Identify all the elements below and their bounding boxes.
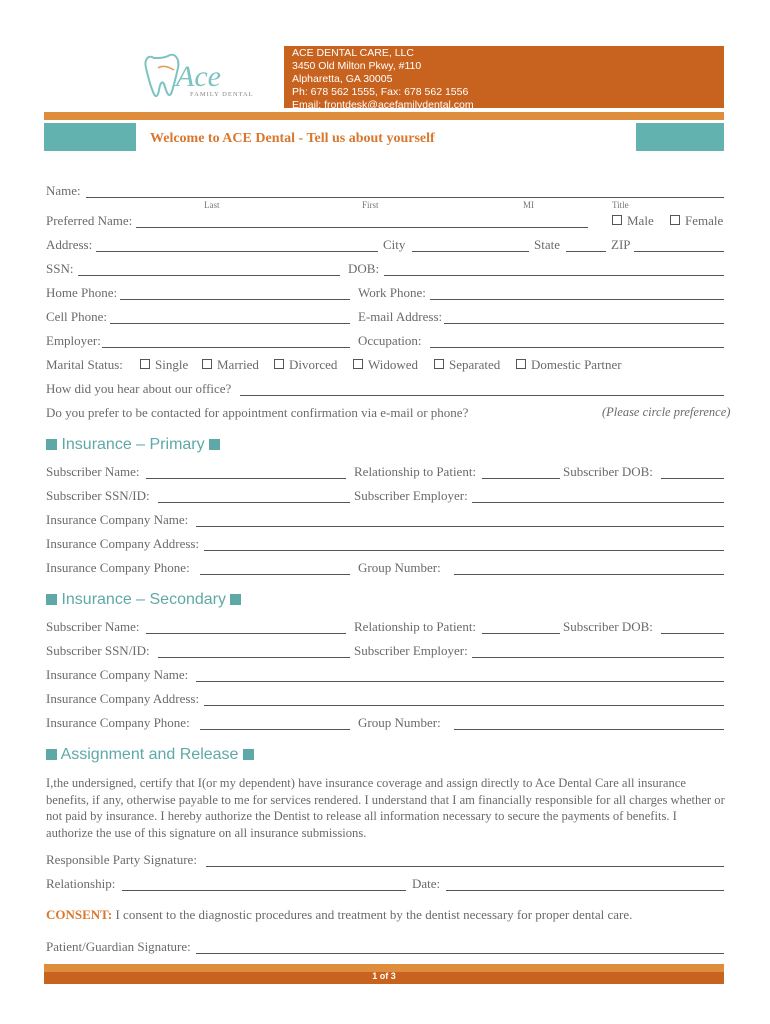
hear-row: How did you hear about our office? [46, 381, 724, 399]
welcome-title: Welcome to ACE Dental - Tell us about yourself [150, 131, 435, 146]
name-row: Name: Last First MI Title [46, 183, 724, 201]
contact-block [292, 47, 474, 112]
square-bullet-icon [46, 594, 57, 605]
svg-text:FAMILY DENTAL: FAMILY DENTAL [190, 91, 254, 98]
divorced-checkbox[interactable]: Divorced [274, 357, 337, 373]
preferred-name-field[interactable] [136, 213, 588, 228]
contact-email: Email: frontdesk@acefamilydental.com [292, 99, 474, 111]
secondary-company-address-field[interactable] [204, 691, 724, 706]
state-field[interactable] [566, 237, 606, 252]
primary-relationship-field[interactable] [482, 464, 560, 479]
svg-text:Ace: Ace [176, 60, 221, 93]
cell-row: Cell Phone: E-mail Address: [46, 309, 724, 327]
resp-sig-row: Responsible Party Signature: [46, 852, 724, 870]
secondary-relationship-field[interactable] [482, 619, 560, 634]
primary-subscriber-dob-field[interactable] [661, 464, 724, 479]
primary-group-number-field[interactable] [454, 560, 724, 575]
primary-ssn-field[interactable] [158, 488, 350, 503]
patient-signature-field[interactable] [196, 939, 724, 954]
consent-text: I consent to the diagnostic procedures and treatment by the dentist necessary for proper dental care. [112, 907, 633, 922]
responsible-party-signature-field[interactable] [206, 852, 724, 867]
teal-block-right [636, 123, 724, 151]
preferred-row: Preferred Name: Male Female [46, 213, 724, 228]
insurance-primary-heading: Insurance – Primary [46, 436, 220, 454]
primary-ssn-row: Subscriber SSN/ID: Subscriber Employer: [46, 488, 724, 506]
square-bullet-icon [243, 749, 254, 760]
date-field[interactable] [446, 876, 724, 891]
patient-sig-row: Patient/Guardian Signature: [46, 939, 724, 957]
secondary-co-name-row: Insurance Company Name: [46, 667, 724, 685]
occupation-field[interactable] [430, 333, 724, 348]
zip-field[interactable] [634, 237, 724, 252]
secondary-group-number-field[interactable] [454, 715, 724, 730]
square-bullet-icon [230, 594, 241, 605]
contact-phone: Ph: 678 562 1555, Fax: 678 562 1556 [292, 86, 469, 98]
address-row: Address: City State ZIP [46, 237, 724, 255]
work-phone-field[interactable] [430, 285, 724, 300]
ssn-row: SSN: DOB: [46, 261, 724, 279]
contact-pref-row: Do you prefer to be contacted for appointment confirmation via e-mail or phone? (Please circle preference) [46, 405, 731, 420]
secondary-company-name-field[interactable] [196, 667, 724, 682]
secondary-ssn-field[interactable] [158, 643, 350, 658]
relationship-date-row: Relationship: Date: [46, 876, 724, 894]
secondary-company-phone-field[interactable] [200, 715, 350, 730]
marital-row: Marital Status: Single Married Divorced Widowed Separated Domestic Partner [46, 357, 622, 372]
secondary-co-phone-row: Insurance Company Phone: Group Number: [46, 715, 724, 733]
separated-checkbox[interactable]: Separated [434, 357, 500, 373]
primary-subscriber-name-field[interactable] [146, 464, 346, 479]
consent-row [46, 907, 724, 925]
employer-row: Employer: Occupation: [46, 333, 724, 351]
relationship-field[interactable] [122, 876, 406, 891]
employer-field[interactable] [102, 333, 350, 348]
primary-employer-field[interactable] [472, 488, 724, 503]
primary-co-name-row: Insurance Company Name: [46, 512, 724, 530]
email-field[interactable] [444, 309, 724, 324]
assignment-heading: Assignment and Release [46, 746, 254, 764]
consent-label: CONSENT: [46, 907, 113, 922]
phone-row: Home Phone: Work Phone: [46, 285, 724, 303]
cell-phone-field[interactable] [110, 309, 350, 324]
primary-company-address-field[interactable] [204, 536, 724, 551]
primary-co-phone-row: Insurance Company Phone: Group Number: [46, 560, 724, 578]
contact-address: 3450 Old Milton Pkwy, #110 [292, 60, 422, 72]
secondary-subscriber-name-field[interactable] [146, 619, 346, 634]
primary-co-address-row: Insurance Company Address: [46, 536, 724, 554]
secondary-employer-field[interactable] [472, 643, 724, 658]
secondary-subscriber-dob-field[interactable] [661, 619, 724, 634]
primary-subscriber-row: Subscriber Name: Relationship to Patient: Subscriber DOB: [46, 464, 724, 482]
assignment-text: I,the undersigned, certify that I(or my dependent) have insurance coverage and assign directly to Ace Dental Care all insurance benefits, if any, otherwise payable to me for services rendered. I understand that I am financially responsible for all charges whether or not paid by insurance. I hereby authorize the Dentist to release all information necessary to secure the payments of benefits. I authorize the use of this signature on all insurance submissions. [46, 776, 725, 840]
home-phone-field[interactable] [120, 285, 350, 300]
insurance-secondary-heading: Insurance – Secondary [46, 591, 241, 609]
female-checkbox[interactable]: Female [670, 213, 723, 229]
widowed-checkbox[interactable]: Widowed [353, 357, 418, 373]
page-number: 1 of 3 [372, 971, 396, 981]
header-stripe [44, 112, 724, 120]
square-bullet-icon [46, 749, 57, 760]
domestic-partner-checkbox[interactable]: Domestic Partner [516, 357, 622, 373]
hear-field[interactable] [240, 381, 724, 396]
square-bullet-icon [46, 439, 57, 450]
secondary-subscriber-row: Subscriber Name: Relationship to Patient: Subscriber DOB: [46, 619, 724, 637]
single-checkbox[interactable]: Single [140, 357, 188, 373]
city-field[interactable] [412, 237, 529, 252]
secondary-co-address-row: Insurance Company Address: [46, 691, 724, 709]
square-bullet-icon [209, 439, 220, 450]
contact-city: Alpharetta, GA 30005 [292, 73, 393, 85]
primary-company-name-field[interactable] [196, 512, 724, 527]
address-field[interactable] [96, 237, 378, 252]
ssn-field[interactable] [78, 261, 340, 276]
name-field[interactable] [86, 183, 724, 198]
header-band-right [636, 46, 724, 108]
male-checkbox[interactable]: Male [612, 213, 654, 229]
primary-company-phone-field[interactable] [200, 560, 350, 575]
dob-field[interactable] [384, 261, 724, 276]
contact-company: ACE DENTAL CARE, LLC [292, 47, 414, 59]
married-checkbox[interactable]: Married [202, 357, 259, 373]
tooth-logo-icon [140, 46, 284, 108]
logo [140, 46, 284, 108]
secondary-ssn-row: Subscriber SSN/ID: Subscriber Employer: [46, 643, 724, 661]
teal-block-left [44, 123, 136, 151]
